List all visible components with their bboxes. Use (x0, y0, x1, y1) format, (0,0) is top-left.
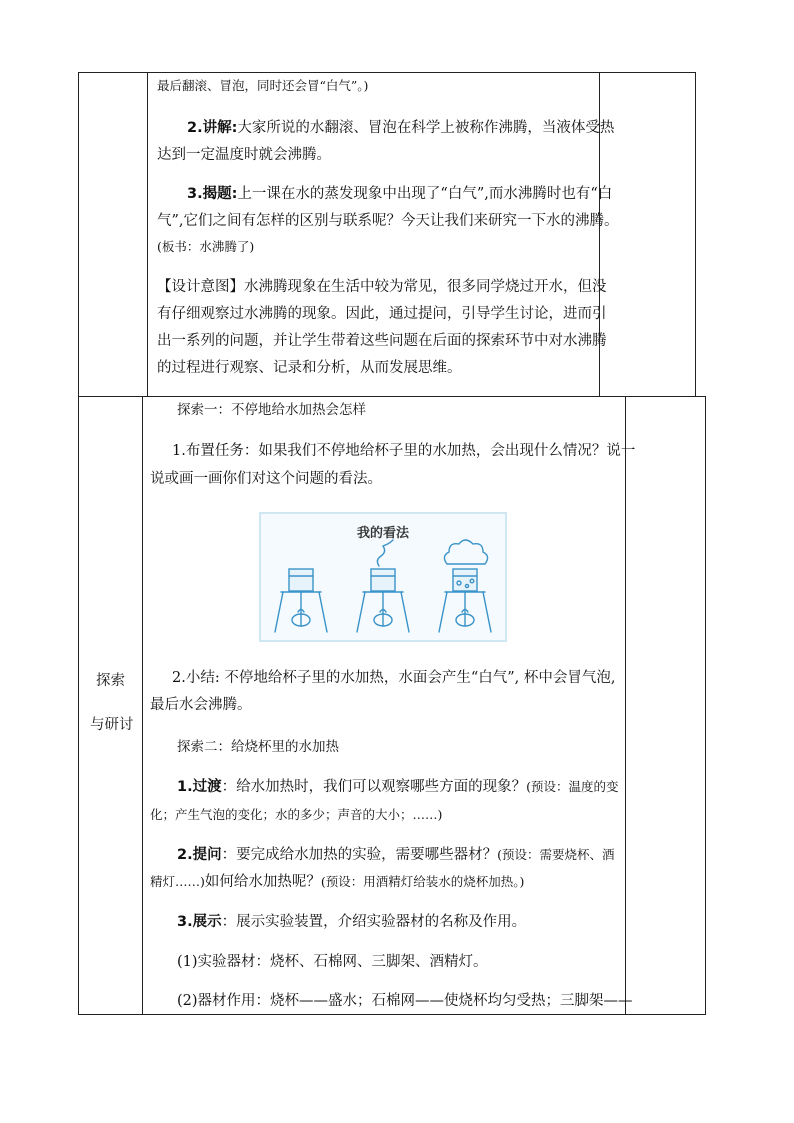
transition-line2: 化；产生气泡的变化；水的多少；声音的大小；……) (150, 807, 443, 822)
transition-text: ：给水加热时，我们可以观察哪些方面的现象？ (221, 779, 527, 795)
equipment-roles: (2)器材作用：烧杯——盛水；石棉网——使烧杯均匀受热；三脚架—— (177, 993, 633, 1009)
summary-line1: 2.小结: 不停地给杯子里的水加热，水面会产生“白气”, 杯中会冒气泡, (172, 670, 616, 686)
paragraph-explain-line2: 达到一定温度时就会沸腾。 (157, 147, 331, 163)
paragraph-reveal (187, 183, 612, 205)
question-preset-2: (预设：用酒精灯给装水的烧杯加热。) (320, 874, 525, 889)
design-intent-line3: 出一系列的问题，并让学生带着这些问题在后面的探索环节中对水沸腾 (157, 333, 607, 349)
table-border (78, 72, 696, 73)
explain-label: 2.讲解: (187, 120, 238, 136)
section-label-line1: 探索 (96, 673, 125, 689)
design-intent-line4: 的过程进行观察、记录和分析，从而发展思维。 (157, 360, 462, 376)
task-line2: 说或画一画你们对这个问题的看法。 (150, 471, 382, 487)
table-border (78, 396, 706, 397)
summary-line2: 最后水会沸腾。 (150, 697, 252, 713)
section-label-line2: 与研讨 (90, 717, 134, 733)
question-line1 (177, 844, 615, 866)
boiling-illustration (259, 512, 507, 642)
demo-label: 3.展示 (177, 914, 222, 930)
task-line1: 1.布置任务：如果我们不停地给杯子里的水加热，会出现什么情况？说一 (172, 443, 636, 459)
transition-preset: (预设：温度的变 (526, 779, 619, 794)
blackboard-note: (板书：水沸腾了) (157, 239, 255, 254)
demo-line (177, 911, 526, 933)
transition-line1 (177, 776, 619, 798)
equipment-list: (1)实验器材：烧杯、石棉网、三脚架、酒精灯。 (177, 954, 488, 970)
reveal-label: 3.揭题: (187, 186, 238, 202)
transition-label: 1.过渡 (177, 779, 222, 795)
explore-one-heading: 探索一：不停地给水加热会怎样 (177, 402, 366, 418)
beaker-setup-3 (439, 540, 491, 632)
question-line2 (150, 871, 524, 893)
table-border (695, 72, 696, 397)
explain-text: 大家所说的水翻滚、冒泡在科学上被称作沸腾，当液体受热 (237, 120, 615, 136)
three-beaker-drawing (261, 514, 505, 640)
question-text: ：要完成给水加热的实验，需要哪些器材？ (221, 847, 498, 863)
illustration-title: 我的看法 (356, 526, 409, 541)
design-intent-text: 水沸腾现象在生活中较为常见，很多同学烧过开水，但没 (244, 279, 607, 295)
table-border (625, 396, 626, 1015)
beaker-setup-2 (357, 540, 409, 632)
reveal-text: 上一课在水的蒸发现象中出现了“白气”,而水沸腾时也有“白 (237, 186, 613, 202)
beaker-setup-1 (275, 569, 327, 632)
question-preset-cont: 精灯……) (150, 874, 205, 889)
table-border (705, 396, 706, 1015)
table-border (78, 396, 79, 1015)
paragraph-explain (187, 117, 614, 139)
question-text-2: 如何给水加热呢？ (204, 874, 321, 890)
table-border (142, 396, 143, 1015)
table-border (78, 1014, 706, 1015)
table-border (147, 72, 148, 397)
question-label: 2.提问 (177, 847, 222, 863)
paragraph-reveal-line2: 气”,它们之间有怎样的区别与联系呢？今天让我们来研究一下水的沸腾。 (157, 213, 619, 229)
explore-two-heading: 探索二：给烧杯里的水加热 (177, 739, 339, 755)
demo-text: ：展示实验装置，介绍实验器材的名称及作用。 (221, 914, 527, 930)
question-preset: (预设：需要烧杯、酒 (497, 847, 615, 862)
design-intent-label: 【设计意图】 (157, 279, 244, 295)
design-intent-line2: 有仔细观察过水沸腾的现象。因此，通过提问，引导学生讨论，进而引 (157, 306, 607, 322)
table-border (78, 72, 79, 397)
paragraph-continuation: 最后翻滚、冒泡，同时还会冒“白气”。) (157, 78, 369, 93)
design-intent (157, 276, 607, 298)
